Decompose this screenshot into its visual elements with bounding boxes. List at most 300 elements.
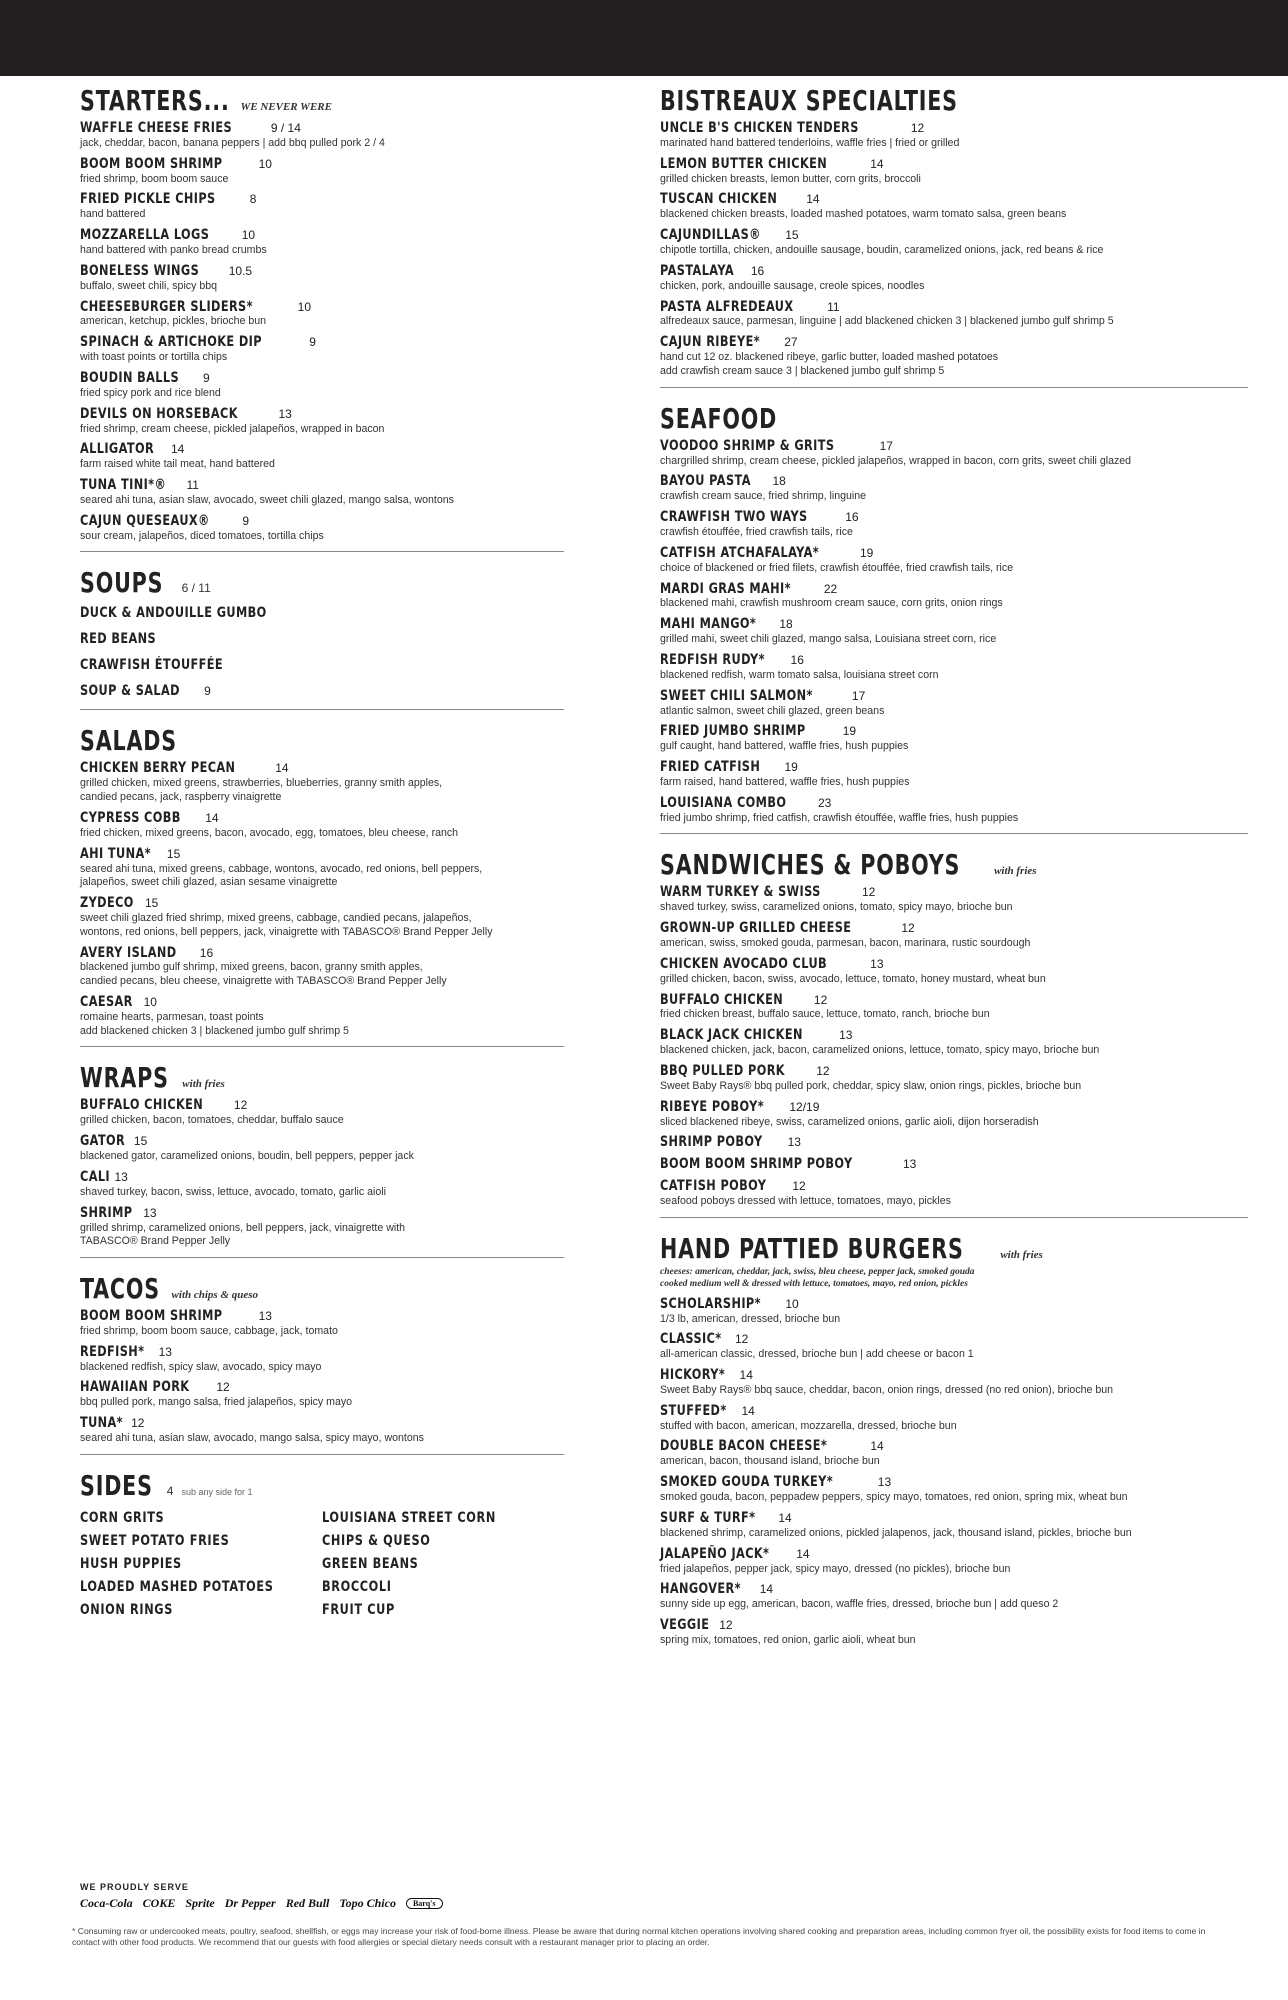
menu-item-price: 12	[216, 1380, 230, 1395]
soup-name: RED BEANS	[80, 631, 156, 648]
burgers-section	[660, 1232, 1248, 1648]
menu-item-description: Sweet Baby Rays® bbq sauce, cheddar, bacon, onion rings, dressed (no red onion), brioche bun	[660, 1384, 1114, 1397]
seafood-section	[660, 402, 1248, 826]
menu-item-name: CAJUN QUESEAUX®	[80, 512, 210, 529]
menu-item-name: BUFFALO CHICKEN	[80, 1097, 204, 1114]
menu-item-name: CAESAR	[80, 994, 133, 1011]
menu-item-heading	[660, 474, 1248, 490]
menu-item-heading	[660, 921, 1248, 937]
soup-item	[80, 631, 564, 647]
tacos-header	[80, 1272, 564, 1305]
menu-item-heading	[80, 946, 564, 962]
menu-item-heading	[660, 1511, 1248, 1527]
menu-item-heading	[80, 371, 564, 387]
menu-item-description: blackened gator, caramelized onions, boudin, bell peppers, pepper jack	[80, 1150, 414, 1163]
menu-item-price: 14	[275, 761, 289, 776]
menu-item-heading	[660, 546, 1248, 562]
menu-item-price: 19	[842, 724, 857, 739]
menu-item	[660, 264, 1248, 294]
menu-item-heading	[80, 514, 564, 530]
menu-item	[80, 442, 564, 472]
menu-item-price: 8	[249, 192, 257, 207]
menu-item-heading	[660, 1475, 1248, 1491]
menu-item-description: all-american classic, dressed, brioche bun | add cheese or bacon 1	[660, 1348, 974, 1361]
menu-item-price: 13	[114, 1169, 128, 1184]
menu-item	[660, 653, 1248, 683]
side-item: CHIPS & QUESO	[322, 1532, 431, 1549]
menu-item-description: bbq pulled pork, mango salsa, fried jalapeños, spicy mayo	[80, 1396, 353, 1409]
menu-item-price: 22	[823, 581, 838, 596]
menu-item-name: CHEESEBURGER SLIDERS*	[80, 298, 253, 315]
menu-item-heading	[660, 957, 1248, 973]
menu-item	[660, 1511, 1248, 1541]
menu-item-price: 10.5	[228, 263, 253, 278]
menu-item-heading	[660, 1547, 1248, 1563]
menu-item-heading	[660, 510, 1248, 526]
beverage-logo: Barq's	[406, 1898, 443, 1909]
menu-item	[660, 1547, 1248, 1577]
menu-item-price: 9	[242, 513, 249, 528]
menu-item-description: choice of blackened or fried filets, crawfish étouffée, fried crawfish tails, rice	[660, 561, 1014, 574]
menu-item-heading	[80, 407, 564, 423]
menu-item	[660, 192, 1248, 222]
menu-item-price: 15	[144, 896, 159, 911]
menu-item-price: 14	[778, 1510, 792, 1525]
menu-item-price: 10	[143, 995, 157, 1010]
menu-item-heading	[80, 1170, 564, 1186]
menu-item-name: STUFFED*	[660, 1402, 727, 1419]
menu-item-price: 11	[827, 299, 840, 314]
beverage-logo: Sprite	[185, 1896, 215, 1910]
menu-item-description: fried spicy pork and rice blend	[80, 386, 221, 399]
soup-price: 9	[204, 684, 211, 699]
menu-item-heading	[660, 1332, 1248, 1348]
beverage-logo: COKE	[142, 1896, 176, 1910]
menu-item-description: grilled shrimp, caramelized onions, bell peppers, jack, vinaigrette with TABASCO® Brand Pepper Jelly	[80, 1221, 406, 1248]
menu-item	[660, 957, 1248, 987]
menu-item-description: hand battered with panko bread crumbs	[80, 244, 267, 257]
menu-item	[80, 1134, 564, 1164]
menu-item-heading	[80, 121, 564, 137]
menu-item-price: 10	[258, 156, 272, 171]
menu-item-heading	[660, 1135, 1248, 1151]
menu-item	[660, 121, 1248, 151]
menu-item-price: 14	[170, 442, 185, 457]
menu-item-name: PASTALAYA	[660, 262, 734, 279]
menu-item	[660, 921, 1248, 951]
menu-item-price: 18	[772, 474, 786, 489]
menu-item-price: 13	[158, 1344, 172, 1359]
menu-item-heading	[80, 847, 564, 863]
seafood-header	[660, 402, 1248, 435]
menu-item-description: blackened shrimp, caramelized onions, pickled jalapenos, jack, thousand island, pickles, brioche bun	[660, 1526, 1132, 1539]
menu-item-description: american, bacon, thousand island, brioche bun	[660, 1455, 880, 1468]
menu-item-name: JALAPEÑO JACK*	[660, 1545, 770, 1562]
menu-item-heading	[660, 192, 1248, 208]
menu-item-name: TUNA*	[80, 1415, 123, 1432]
menu-item-heading	[660, 1028, 1248, 1044]
menu-item-heading	[80, 264, 564, 280]
salads-header	[80, 724, 564, 757]
soups-list	[80, 605, 564, 699]
menu-item	[80, 192, 564, 222]
beverage-logo: Dr Pepper	[224, 1896, 276, 1910]
tacos-list	[80, 1309, 564, 1446]
specialties-list	[660, 121, 1248, 379]
menu-item-description: chipotle tortilla, chicken, andouille sausage, boudin, caramelized onions, jack, red beans & rice	[660, 244, 1104, 257]
menu-item-description: shaved turkey, swiss, caramelized onions, tomato, spicy mayo, brioche bun	[660, 901, 1013, 914]
menu-item-description: blackened redfish, spicy slaw, avocado, spicy mayo	[80, 1360, 322, 1373]
divider	[80, 709, 564, 710]
menu-item-name: ZYDECO	[80, 895, 134, 912]
soup-name: SOUP & SALAD	[80, 683, 180, 700]
sides-section	[80, 1469, 564, 1618]
menu-item	[660, 1157, 1248, 1173]
menu-item	[660, 335, 1248, 378]
divider	[80, 551, 564, 552]
menu-item-price: 12	[734, 1332, 749, 1347]
menu-item-description: grilled mahi, sweet chili glazed, mango salsa, Louisiana street corn, rice	[660, 633, 997, 646]
menu-item	[80, 157, 564, 187]
menu-item-price: 9	[202, 370, 210, 385]
menu-item	[80, 1206, 564, 1249]
menu-item-heading	[660, 1179, 1248, 1195]
menu-item-price: 15	[785, 228, 799, 243]
menu-item-name: CLASSIC*	[660, 1331, 722, 1348]
menu-item-description: grilled chicken, bacon, tomatoes, cheddar, buffalo sauce	[80, 1114, 344, 1127]
menu-item-description: fried shrimp, cream cheese, pickled jalapeños, wrapped in bacon	[80, 422, 385, 435]
menu-item-heading	[660, 796, 1248, 812]
menu-item-description: blackened chicken breasts, loaded mashed potatoes, warm tomato salsa, green beans	[660, 208, 1067, 221]
menu-item-name: BOOM BOOM SHRIMP	[80, 155, 223, 172]
menu-item	[660, 228, 1248, 258]
divider	[660, 387, 1248, 388]
soup-item	[80, 657, 564, 673]
menu-item-price: 14	[806, 192, 820, 207]
soup-name: CRAWFISH ÉTOUFFÉE	[80, 657, 223, 674]
menu-item-price: 10	[297, 299, 312, 314]
menu-item-price: 13	[877, 1475, 892, 1490]
menu-item-heading	[660, 1618, 1248, 1634]
menu-item-heading	[80, 1345, 564, 1361]
divider	[80, 1046, 564, 1047]
specialties-header	[660, 84, 1248, 117]
menu-item-name: CAJUNDILLAS®	[660, 227, 761, 244]
menu-item	[660, 1297, 1248, 1327]
menu-item-name: CRAWFISH TWO WAYS	[660, 509, 808, 526]
menu-item-heading	[660, 1404, 1248, 1420]
section-title: STARTERS...	[80, 84, 230, 117]
menu-item	[80, 264, 564, 294]
divider	[660, 833, 1248, 834]
menu-item-description: fried shrimp, boom boom sauce, cabbage, jack, tomato	[80, 1325, 338, 1337]
menu-item-price: 11	[186, 478, 199, 493]
menu-item-description: grilled chicken breasts, lemon butter, corn grits, broccoli	[660, 172, 921, 185]
divider	[80, 1454, 564, 1455]
beverage-logos	[80, 1896, 443, 1911]
section-title: HAND PATTIED BURGERS	[660, 1231, 964, 1265]
menu-item-heading	[660, 1439, 1248, 1455]
menu-item	[660, 724, 1248, 754]
menu-item-heading	[80, 442, 564, 458]
menu-item-price: 10	[785, 1296, 799, 1311]
menu-item	[80, 1380, 564, 1410]
section-note: with fries	[1000, 1248, 1043, 1261]
menu-item-heading	[80, 157, 564, 173]
starters-header	[80, 84, 564, 117]
section-note: with chips & queso	[171, 1289, 259, 1302]
side-item: BROCCOLI	[322, 1578, 392, 1595]
menu-item-description: seared ahi tuna, asian slaw, avocado, mango salsa, spicy mayo, wontons	[80, 1432, 424, 1445]
menu-item	[660, 689, 1248, 719]
menu-item-name: CHICKEN AVOCADO CLUB	[660, 955, 828, 972]
soups-section	[80, 566, 564, 699]
menu-item-heading	[80, 1134, 564, 1150]
menu-item-description: sunny side up egg, american, bacon, waffle fries, dressed, brioche bun | add queso 2	[660, 1598, 1059, 1611]
menu-item-heading	[660, 264, 1248, 280]
serve-label: WE PROUDLY SERVE	[80, 1882, 189, 1892]
side-item: LOUISIANA STREET CORN	[322, 1509, 496, 1526]
menu-item-price: 12	[862, 885, 876, 900]
menu-item-description: seared ahi tuna, mixed greens, cabbage, wontons, avocado, red onions, bell peppers, jalapeños, sweet chili glazed, asian sesame vinaigrette	[80, 862, 483, 889]
menu-item-name: SCHOLARSHIP*	[660, 1295, 761, 1312]
menu-item-heading	[660, 1064, 1248, 1080]
menu-item-description: 1/3 lb, american, dressed, brioche bun	[660, 1312, 841, 1325]
menu-item-description: smoked gouda, bacon, peppadew peppers, spicy mayo, tomatoes, red onion, spring mix, wheat bun	[660, 1491, 1128, 1504]
salads-section	[80, 724, 564, 1038]
menu-item-name: REDFISH RUDY*	[660, 651, 765, 668]
section-title: SEAFOOD	[660, 401, 778, 435]
menu-item-heading	[660, 993, 1248, 1009]
menu-item-description: fried jumbo shrimp, fried catfish, crawfish étouffée, waffle fries, hush puppies	[660, 811, 1019, 824]
menu-item-price: 15	[166, 846, 181, 861]
menu-item-price: 14	[205, 810, 219, 825]
sandwiches-list	[660, 885, 1248, 1209]
menu-item-heading	[80, 228, 564, 244]
section-note: WE NEVER WERE	[240, 101, 332, 113]
menu-item-description: stuffed with bacon, american, mozzarella, dressed, brioche bun	[660, 1419, 957, 1432]
right-column	[660, 84, 1248, 1654]
menu-item-name: VOODOO SHRIMP & GRITS	[660, 437, 835, 454]
menu-item-price: 12	[131, 1416, 145, 1431]
menu-item-description: spring mix, tomatoes, red onion, garlic aioli, wheat bun	[660, 1633, 916, 1646]
menu-item-heading	[660, 300, 1248, 316]
menu-item-heading	[80, 761, 564, 777]
section-title: WRAPS	[80, 1061, 169, 1095]
menu-item-name: SWEET CHILI SALMON*	[660, 687, 813, 704]
menu-item-description: romaine hearts, parmesan, toast points add blackened chicken 3 | blackened jumbo gulf shrimp 5	[80, 1010, 349, 1037]
menu-item-heading	[660, 1100, 1248, 1116]
menu-item-description: with toast points or tortilla chips	[80, 351, 228, 364]
menu-item-heading	[660, 1582, 1248, 1598]
section-title: SIDES	[80, 1468, 153, 1502]
menu-item	[660, 1064, 1248, 1094]
specialties-section	[660, 84, 1248, 379]
divider	[660, 1217, 1248, 1218]
section-title: TACOS	[80, 1272, 160, 1306]
menu-item-name: SMOKED GOUDA TURKEY*	[660, 1474, 834, 1491]
menu-item-name: AVERY ISLAND	[80, 944, 177, 961]
section-title: SANDWICHES & POBOYS	[660, 848, 961, 882]
menu-item-name: WARM TURKEY & SWISS	[660, 884, 821, 901]
menu-item	[660, 1179, 1248, 1209]
menu-item	[660, 157, 1248, 187]
menu-item-name: TUNA TINI*®	[80, 477, 167, 494]
wraps-header	[80, 1061, 564, 1094]
section-price: 4	[166, 1483, 174, 1498]
menu-item-name: PASTA ALFREDEAUX	[660, 298, 794, 315]
sandwiches-header	[660, 848, 1248, 881]
menu-item-price: 23	[817, 795, 832, 810]
menu-item-description: blackened jumbo gulf shrimp, mixed greens, bacon, granny smith apples, candied pecans, bleu cheese, vinaigrette with TABASCO® Brand Pepper Jelly	[80, 961, 447, 988]
soup-item	[80, 605, 564, 621]
menu-item-price: 16	[790, 652, 804, 667]
divider	[80, 1257, 564, 1258]
menu-item-price: 19	[860, 545, 874, 560]
menu-item-description: grilled chicken, mixed greens, strawberries, blueberries, granny smith apples, candied pecans, jack, raspberry vinaigrette	[80, 777, 443, 804]
menu-item-price: 19	[784, 760, 798, 775]
menu-item-name: BOUDIN BALLS	[80, 369, 180, 386]
menu-item	[80, 847, 564, 890]
menu-item-description: sliced blackened ribeye, swiss, caramelized onions, garlic aioli, dijon horseradish	[660, 1115, 1039, 1128]
menu-item-price: 12	[910, 121, 925, 135]
beverage-logo: Coca-Cola	[80, 1896, 133, 1910]
menu-item-heading	[80, 995, 564, 1011]
menu-item	[80, 1345, 564, 1375]
menu-item-price: 13	[278, 406, 292, 421]
menu-item	[660, 1135, 1248, 1151]
menu-item-name: BUFFALO CHICKEN	[660, 991, 784, 1008]
menu-item-name: CALI	[80, 1168, 111, 1185]
menu-item-price: 13	[870, 956, 884, 971]
soups-header	[80, 566, 564, 599]
menu-item-heading	[660, 157, 1248, 173]
menu-item-description: hand battered	[80, 208, 146, 221]
tacos-section	[80, 1272, 564, 1446]
menu-item-price: 12	[233, 1098, 248, 1113]
section-price: 6 / 11	[181, 581, 211, 596]
menu-item	[660, 510, 1248, 540]
section-title: SALADS	[80, 724, 177, 758]
menu-item-heading	[660, 121, 1248, 137]
menu-item-heading	[80, 1416, 564, 1432]
menu-item-name: FRIED CATFISH	[660, 759, 761, 776]
menu-item-name: SHRIMP POBOY	[660, 1134, 763, 1151]
menu-item-name: SURF & TURF*	[660, 1509, 756, 1526]
menu-item-heading	[80, 300, 564, 316]
menu-item-price: 12	[813, 992, 828, 1007]
burgers-list	[660, 1297, 1248, 1648]
menu-item-price: 27	[784, 335, 798, 350]
section-note: with fries	[994, 865, 1037, 878]
menu-item-price: 16	[199, 945, 214, 960]
menu-item-price: 16	[750, 263, 765, 278]
menu-item-name: BOOM BOOM SHRIMP	[80, 1308, 223, 1325]
menu-item-description: american, ketchup, pickles, brioche bun	[80, 315, 267, 328]
menu-item-name: MARDI GRAS MAHI*	[660, 580, 791, 597]
menu-item	[80, 228, 564, 258]
menu-item	[80, 478, 564, 508]
menu-item	[660, 993, 1248, 1023]
menu-item-heading	[660, 1297, 1248, 1313]
menu-item-price: 17	[879, 438, 893, 453]
menu-item-description: crawfish cream sauce, fried shrimp, linguine	[660, 490, 867, 503]
menu-item	[660, 1582, 1248, 1612]
menu-item-price: 12	[719, 1618, 733, 1632]
menu-item-price: 16	[845, 510, 859, 525]
menu-item-description: gulf caught, hand battered, waffle fries, hush puppies	[660, 740, 909, 753]
menu-item	[660, 1100, 1248, 1130]
menu-item-heading	[660, 760, 1248, 776]
menu-item-description: crawfish étouffée, fried crawfish tails, rice	[660, 526, 853, 539]
menu-item-description: farm raised, hand battered, waffle fries, hush puppies	[660, 775, 910, 788]
burgers-subtitle: cheeses: american, cheddar, jack, swiss, bleu cheese, pepper jack, smoked gouda cooked medium well & dressed with lettuce, tomatoes, mayo, red onion, pickles	[660, 1266, 975, 1289]
menu-item-description: fried jalapeños, pepper jack, spicy mayo, dressed (no pickles), brioche bun	[660, 1562, 1011, 1575]
left-column	[80, 84, 564, 1618]
menu-item-heading	[660, 335, 1248, 351]
menu-item	[80, 1170, 564, 1200]
menu-item-description: buffalo, sweet chili, spicy bbq	[80, 279, 218, 292]
menu-item-heading	[660, 439, 1248, 455]
menu-item	[80, 371, 564, 401]
menu-item-description: marinated hand battered tenderloins, waffle fries | fried or grilled	[660, 136, 960, 149]
menu-item-heading	[80, 811, 564, 827]
sandwiches-section	[660, 848, 1248, 1209]
side-item: CORN GRITS	[80, 1509, 165, 1526]
menu-item-name: RIBEYE POBOY*	[660, 1098, 765, 1115]
menu-item-heading	[660, 885, 1248, 901]
menu-item	[660, 546, 1248, 576]
section-note: with fries	[182, 1078, 225, 1091]
menu-item-name: CYPRESS COBB	[80, 809, 181, 826]
menu-item-price: 9	[309, 335, 316, 350]
menu-item	[80, 335, 564, 365]
menu-item	[660, 617, 1248, 647]
menu-item-heading	[80, 1309, 564, 1325]
menu-item-heading	[660, 724, 1248, 740]
side-item: GREEN BEANS	[322, 1555, 419, 1572]
section-title: SOUPS	[80, 566, 164, 600]
burgers-header	[660, 1232, 1248, 1265]
menu-item-name: ALLIGATOR	[80, 441, 155, 458]
menu-item-heading	[80, 1206, 564, 1222]
soup-item	[80, 683, 564, 699]
menu-item-name: CHICKEN BERRY PECAN	[80, 760, 236, 777]
menu-item	[660, 300, 1248, 330]
sides-header	[80, 1469, 564, 1502]
menu-item-price: 12	[792, 1179, 806, 1194]
wraps-list	[80, 1098, 564, 1249]
menu-item-description: hand cut 12 oz. blackened ribeye, garlic butter, loaded mashed potatoes add crawfish cream sauce 3 | blackened jumbo gulf shrimp 5	[660, 351, 999, 377]
menu-item-price: 13	[258, 1309, 272, 1324]
menu-item-name: CAJUN RIBEYE*	[660, 334, 761, 351]
menu-item	[660, 1368, 1248, 1398]
menu-item-name: VEGGIE	[660, 1617, 710, 1633]
menu-item-name: BAYOU PASTA	[660, 473, 751, 490]
menu-item-price: 13	[143, 1205, 157, 1220]
menu-item	[660, 1332, 1248, 1362]
menu-item	[660, 885, 1248, 915]
menu-item-name: BONELESS WINGS	[80, 262, 200, 279]
beverage-logo: Topo Chico	[339, 1896, 396, 1910]
soup-name: DUCK & ANDOUILLE GUMBO	[80, 605, 267, 622]
menu-item-heading	[80, 896, 564, 912]
menu-item-price: 12/19	[789, 1099, 820, 1114]
menu-item-price: 14	[739, 1368, 753, 1383]
menu-item-description: sour cream, jalapeños, diced tomatoes, tortilla chips	[80, 529, 324, 542]
starters-section	[80, 84, 564, 543]
menu-item-price: 9 / 14	[270, 121, 301, 135]
